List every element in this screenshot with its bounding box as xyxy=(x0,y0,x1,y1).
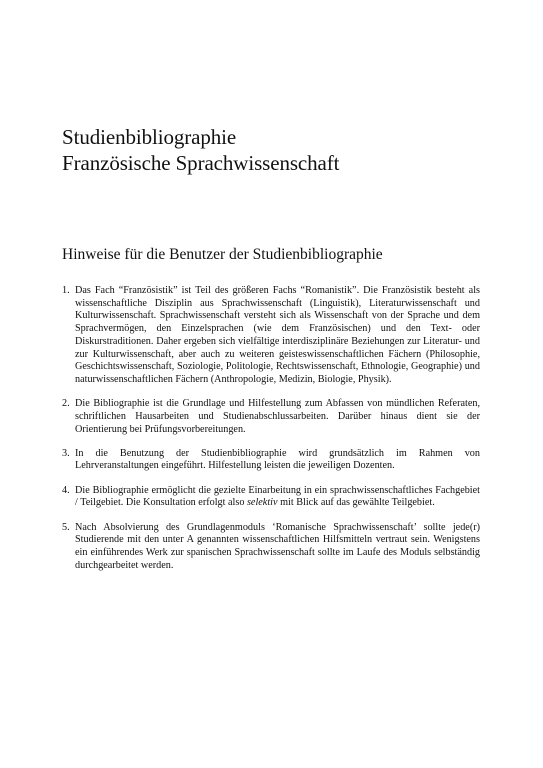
notes-list xyxy=(62,285,480,584)
item-number: 3. xyxy=(62,447,70,459)
item-number: 1. xyxy=(62,285,70,296)
item-number: 2. xyxy=(62,398,70,410)
list-item xyxy=(62,448,480,473)
title-line-1: Studienbibliographie xyxy=(62,125,237,149)
item-number: 5. xyxy=(62,521,70,533)
item-text: Das Fach “Französistik” ist Teil des größeren Fachs “Romanistik”. Die Französistik besteht als wissenschaftliche Disziplin aus Sprachwissenschaft (Linguistik), Literaturwissenschaft und Kulturwissenschaft. Sprachwissenschaft versteht sich als Wissenschaft von der Sprache und dem Sprachvermögen, den Einzelsprachen (wie dem Französischen) und den Text- oder Diskurstraditionen. Daher ergeben sich vielfältige interdisziplinäre Beziehungen zur Literatur- und zur Kulturwissenschaft, aber auch zu weiteren geisteswissenschaftlichen Fächern (Philosophie, Geschichtswissenschaft, Soziologie, Politologie, Rechtswissenschaft, Ethnologie, Geographie) und naturwissenschaftlichen Fächern (Anthropologie, Medizin, Biologie, Physik). xyxy=(75,285,480,385)
item-text-after: mit Blick auf das gewählte Teilgebiet. xyxy=(277,497,435,509)
item-number: 4. xyxy=(62,484,70,496)
section-heading: Hinweise für die Benutzer der Studienbibliographie xyxy=(62,246,383,263)
list-item xyxy=(62,398,480,436)
item-text: Nach Absolvierung des Grundlagenmoduls ‘Romanische Sprachwissenschaft’ sollte jede(r) Studierende mit den unter A genannten wissenschaftlichen Hilfsmitteln vertraut sein. Wenigstens ein einführendes Werk zur spanischen Sprachwissenschaft sollte im Laufe des Moduls selbständig durchgearbeitet werden. xyxy=(75,521,480,571)
item-text-italic: selektiv xyxy=(246,497,278,509)
item-text xyxy=(75,485,480,510)
item-text-before: Die Bibliographie ermöglicht die gezielte Einarbeitung in ein sprachwissenschaftliches Fachgebiet / Teilgebiet. Die Konsultation erfolgt also xyxy=(75,484,480,509)
item-text: In die Benutzung der Studienbibliographie wird grundsätzlich im Rahmen von Lehrveranstaltungen eingeführt. Hilfestellung leisten die jeweiligen Dozenten. xyxy=(75,447,480,472)
list-item xyxy=(62,522,480,573)
list-item xyxy=(62,485,480,510)
title-line-2: Französische Sprachwissenschaft xyxy=(62,151,340,175)
item-text: Die Bibliographie ist die Grundlage und Hilfestellung zum Abfassen von mündlichen Referaten, schriftlichen Hausarbeiten und Studienabschlussarbeiten. Darüber hinaus dient sie der Orientierung bei Prüfungsvorbereitungen. xyxy=(75,398,480,435)
document-title xyxy=(62,124,339,176)
list-item xyxy=(62,285,480,387)
